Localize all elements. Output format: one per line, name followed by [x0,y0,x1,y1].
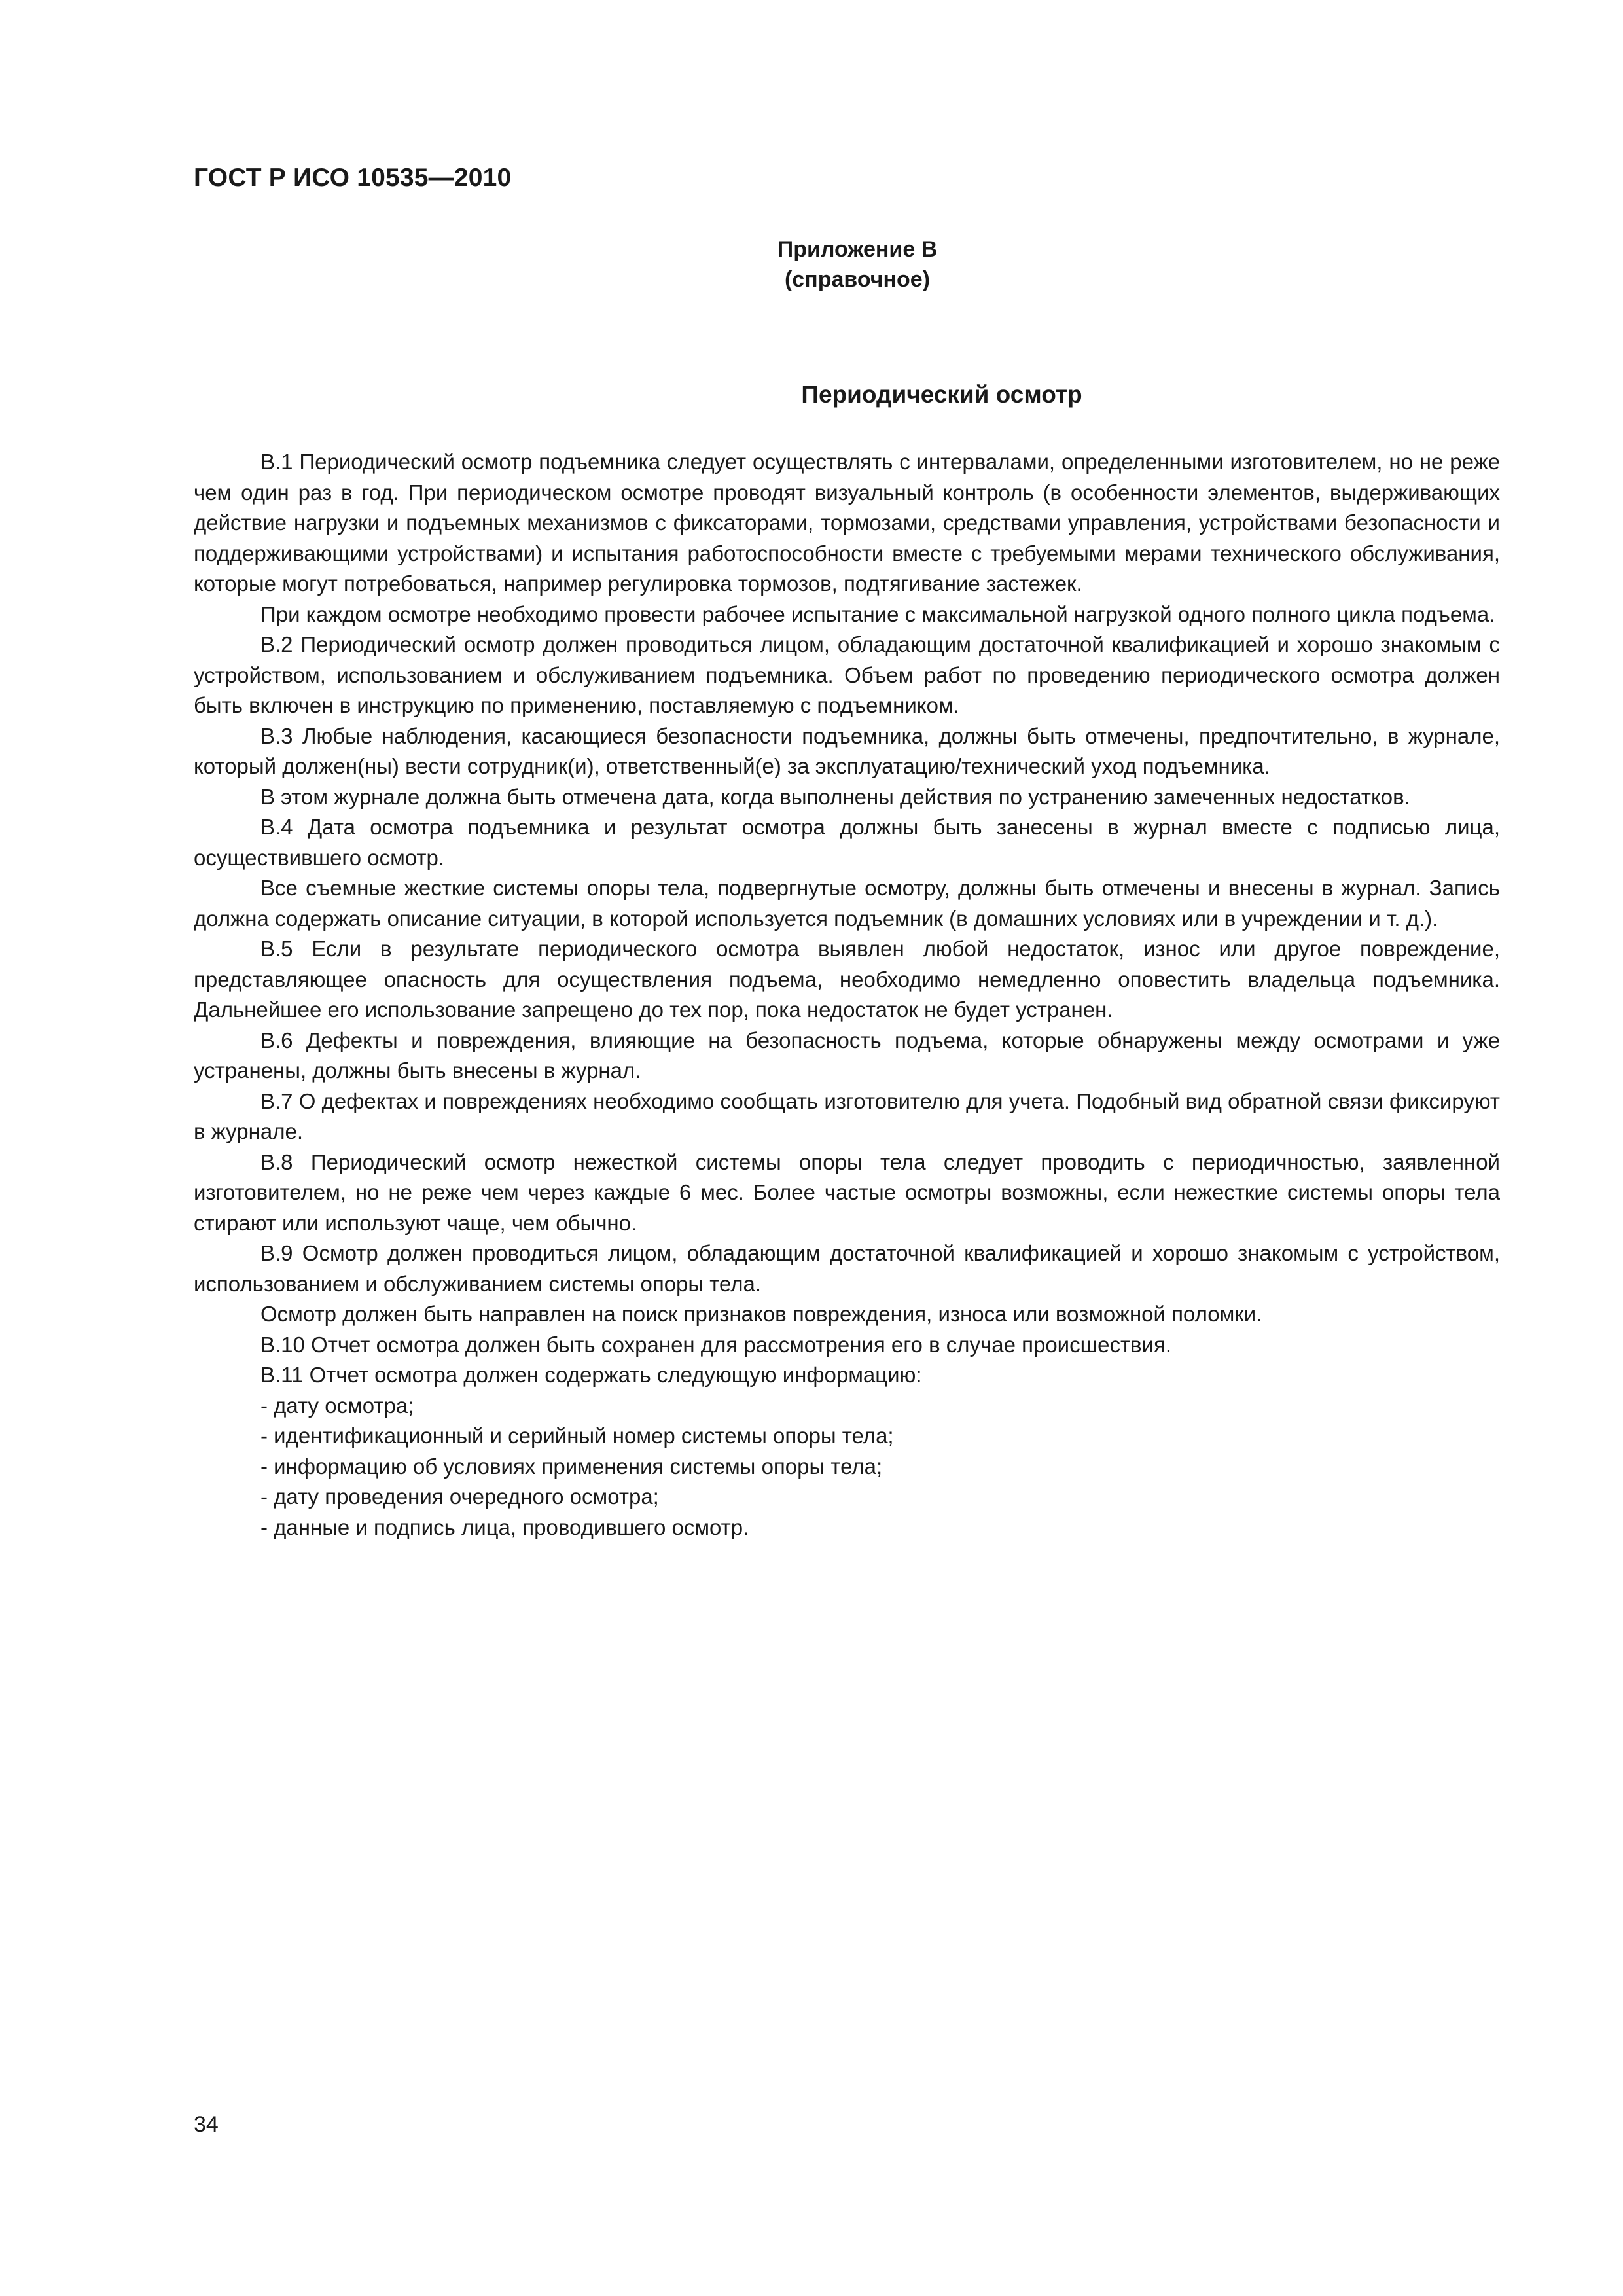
annex-heading [687,234,1027,295]
annex-subtitle: (справочное) [784,267,931,292]
paragraph: В.1 Периодический осмотр подъемника следует осуществлять с интервалами, определенными изготовителем, но не реже чем один раз в год. При периодическом осмотре проводят визуальный контроль (в особенности элементов, выдерживающих действие нагрузки и подъемных механизмов с фиксаторами, тормозами, средствами управления, устройствами безопасности и поддерживающими устройствами) и испытания работоспособности вместе с требуемыми мерами технического обслуживания, которые могут потребоваться, например регулировка тормозов, подтягивание застежек. [194,450,1500,596]
list-item: - данные и подпись лица, проводившего осмотр. [260,1515,749,1539]
paragraph: В.9 Осмотр должен проводиться лицом, обладающим достаточной квалификацией и хорошо знакомым с устройством, использованием и обслуживанием системы опоры тела. [194,1241,1500,1296]
paragraph: В.3 Любые наблюдения, касающиеся безопасности подъемника, должны быть отмечены, предпочтительно, в журнале, который должен(ны) вести сотрудник(и), ответственный(е) за эксплуатацию/технический уход подъемника. [194,723,1500,778]
section-title: Периодический осмотр [801,381,1082,408]
list-item: - информацию об условиях применения системы опоры тела; [260,1454,883,1479]
paragraph: В.11 Отчет осмотра должен содержать следующую информацию: [260,1363,922,1387]
list-item: - дату проведения очередного осмотра; [260,1484,659,1509]
paragraph: В.6 Дефекты и повреждения, влияющие на безопасность подъема, которые обнаружены между осмотрами и уже устранены, должны быть внесены в журнал. [194,1028,1500,1083]
paragraph: В этом журнале должна быть отмечена дата, когда выполнены действия по устранению замеченных недостатков. [260,784,1410,809]
paragraph: В.8 Периодический осмотр нежесткой системы опоры тела следует проводить с периодичностью, заявленной изготовителем, но не реже чем через каждые 6 мес. Более частые осмотры возможны, если нежесткие системы опоры тела стирают или используют чаще, чем обычно. [194,1149,1500,1235]
paragraph: В.10 Отчет осмотра должен быть сохранен для рассмотрения его в случае происшествия. [260,1332,1172,1357]
paragraph: Все съемные жесткие системы опоры тела, подвергнутые осмотру, должны быть отмечены и внесены в журнал. Запись должна содержать описание ситуации, в которой используется подъемник (в домашних условиях или в учреждении и т. д.). [194,876,1500,931]
paragraph: В.4 Дата осмотра подъемника и результат осмотра должны быть занесены в журнал вместе с подписью лица, осуществившего осмотр. [194,815,1500,870]
annex-title: Приложение В [777,237,938,262]
paragraph: В.5 Если в результате периодического осмотра выявлен любой недостаток, износ или другое повреждение, представляющее опасность для осуществления подъема, необходимо немедленно оповестить владельца подъемника. Дальнейшее его использование запрещено до тех пор, пока недостаток не будет устранен. [194,937,1500,1022]
paragraph: В.7 О дефектах и повреждениях необходимо сообщать изготовителю для учета. Подобный вид обратной связи фиксируют в журнале. [194,1088,1500,1143]
paragraph: Осмотр должен быть направлен на поиск признаков повреждения, износа или возможной поломки. [260,1302,1262,1326]
paragraph: При каждом осмотре необходимо провести рабочее испытание с максимальной нагрузкой одного полного цикла подъема. [260,601,1495,626]
document-code: ГОСТ Р ИСО 10535—2010 [194,164,512,192]
paragraph: В.2 Периодический осмотр должен проводиться лицом, обладающим достаточной квалификацией и хорошо знакомым с устройством, использованием и обслуживанием подъемника. Объем работ по проведению периодического осмотра должен быть включен в инструкцию по применению, поставляемую с подъемником. [194,632,1500,717]
list-item: - дату осмотра; [260,1393,414,1418]
body-text [194,447,1500,1543]
list-item: - идентификационный и серийный номер системы опоры тела; [260,1424,894,1448]
page-number: 34 [194,2112,219,2137]
